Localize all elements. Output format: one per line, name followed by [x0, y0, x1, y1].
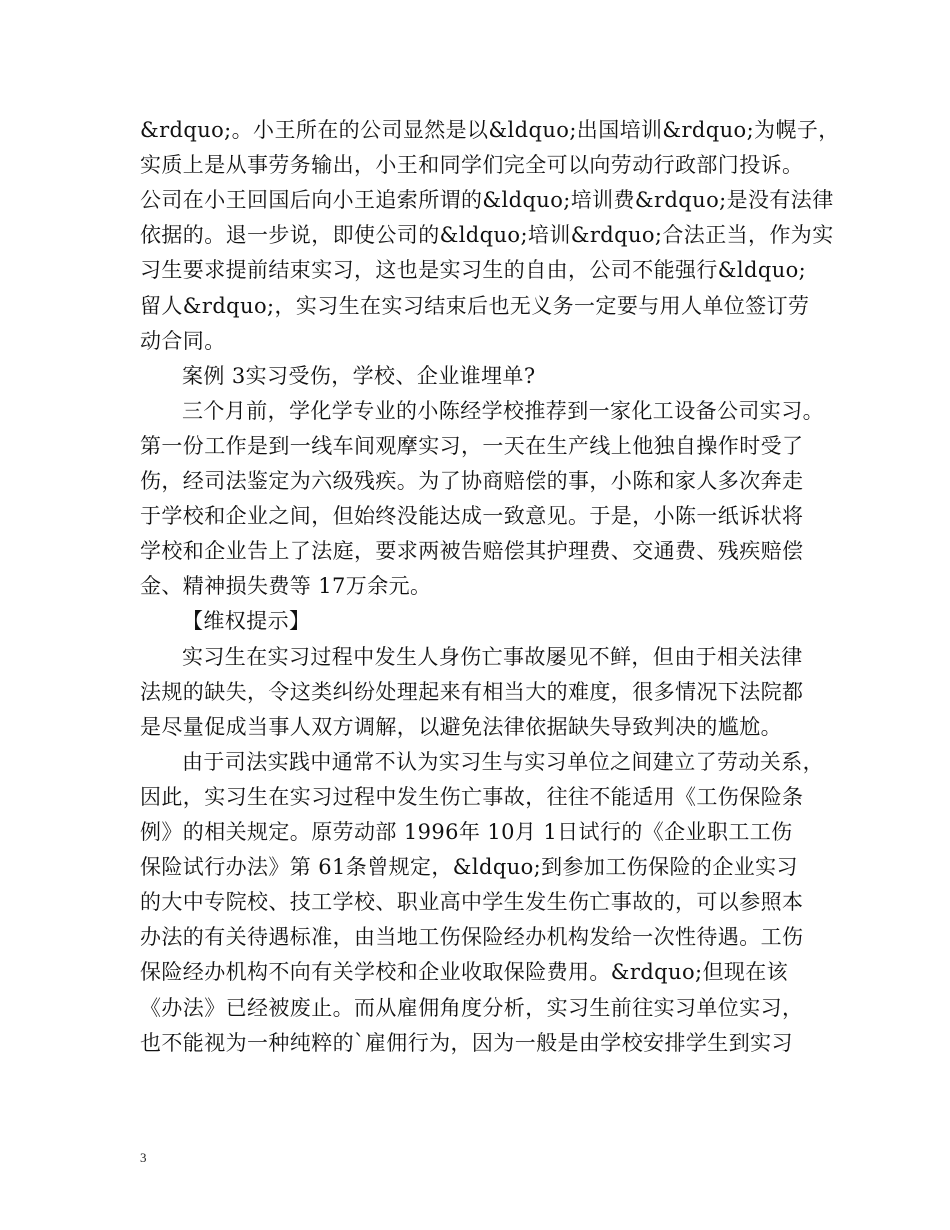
text-line: &rdquo;。小王所在的公司显然是以&ldquo;出国培训&rdquo;为幌子，: [140, 118, 840, 142]
text-line: 第一份工作是到一线车间观摩实习，一天在生产线上他独自操作时受了: [140, 434, 804, 458]
text-line: 《办法》已经被废止。而从雇佣角度分析，实习生前往实习单位实习，: [140, 996, 804, 1020]
text-line: 是尽量促成当事人双方调解，以避免法律依据缺失导致判决的尴尬。: [140, 715, 782, 739]
text-line: 保险经办机构不向有关学校和企业收取保险费用。&rdquo;但现在该: [140, 960, 789, 984]
text-line: 的大中专院校、技工学校、职业高中学生发生伤亡事故的，可以参照本: [140, 890, 804, 914]
text-line: 于学校和企业之间，但始终没能达成一致意见。于是，小陈一纸诉状将: [140, 504, 804, 528]
text-line: 三个月前，学化学专业的小陈经学校推荐到一家化工设备公司实习。: [182, 399, 824, 423]
text-line: 也不能视为一种纯粹的`雇佣行为，因为一般是由学校安排学生到实习: [140, 1031, 793, 1055]
text-line: 保险试行办法》第 61条曾规定，&ldquo;到参加工伤保险的企业实习: [140, 855, 798, 879]
text-line: 留人&rdquo;，实习生在实习结束后也无义务一定要与用人单位签订劳: [140, 294, 810, 318]
text-line: 伤，经司法鉴定为六级残疾。为了协商赔偿的事，小陈和家人多次奔走: [140, 469, 804, 493]
text-line: 学校和企业告上了法庭，要求两被告赔偿其护理费、交通费、残疾赔偿: [140, 539, 804, 563]
text-line: 因此，实习生在实习过程中发生伤亡事故，往往不能适用《工伤保险条: [140, 785, 804, 809]
text-line: 依据的。退一步说，即使公司的&ldquo;培训&rdquo;合法正当，作为实: [140, 223, 834, 247]
text-line: 办法的有关待遇标准，由当地工伤保险经办机构发给一次性待遇。工伤: [140, 925, 804, 949]
text-line: 由于司法实践中通常不认为实习生与实习单位之间建立了劳动关系，: [182, 750, 824, 774]
text-line: 【维权提示】: [182, 609, 311, 633]
text-line: 例》的相关规定。原劳动部 1996年 10月 1日试行的《企业职工工伤: [140, 820, 793, 844]
text-line: 实习生在实习过程中发生人身伤亡事故屡见不鲜，但由于相关法律: [182, 645, 803, 669]
page-number: 3: [140, 1150, 147, 1165]
text-line: 法规的缺失，令这类纠纷处理起来有相当大的难度，很多情况下法院都: [140, 680, 804, 704]
text-line: 习生要求提前结束实习，这也是实习生的自由，公司不能强行&ldquo;: [140, 258, 807, 282]
text-line: 动合同。: [140, 329, 226, 353]
text-line: 金、精神损失费等 17万余元。: [140, 574, 432, 598]
text-line: 案例 3实习受伤，学校、企业谁埋单?: [182, 364, 536, 388]
text-line: 公司在小王回国后向小王追索所谓的&ldquo;培训费&rdquo;是没有法律: [140, 188, 834, 212]
text-line: 实质上是从事劳务输出，小王和同学们完全可以向劳动行政部门投诉。: [140, 153, 804, 177]
